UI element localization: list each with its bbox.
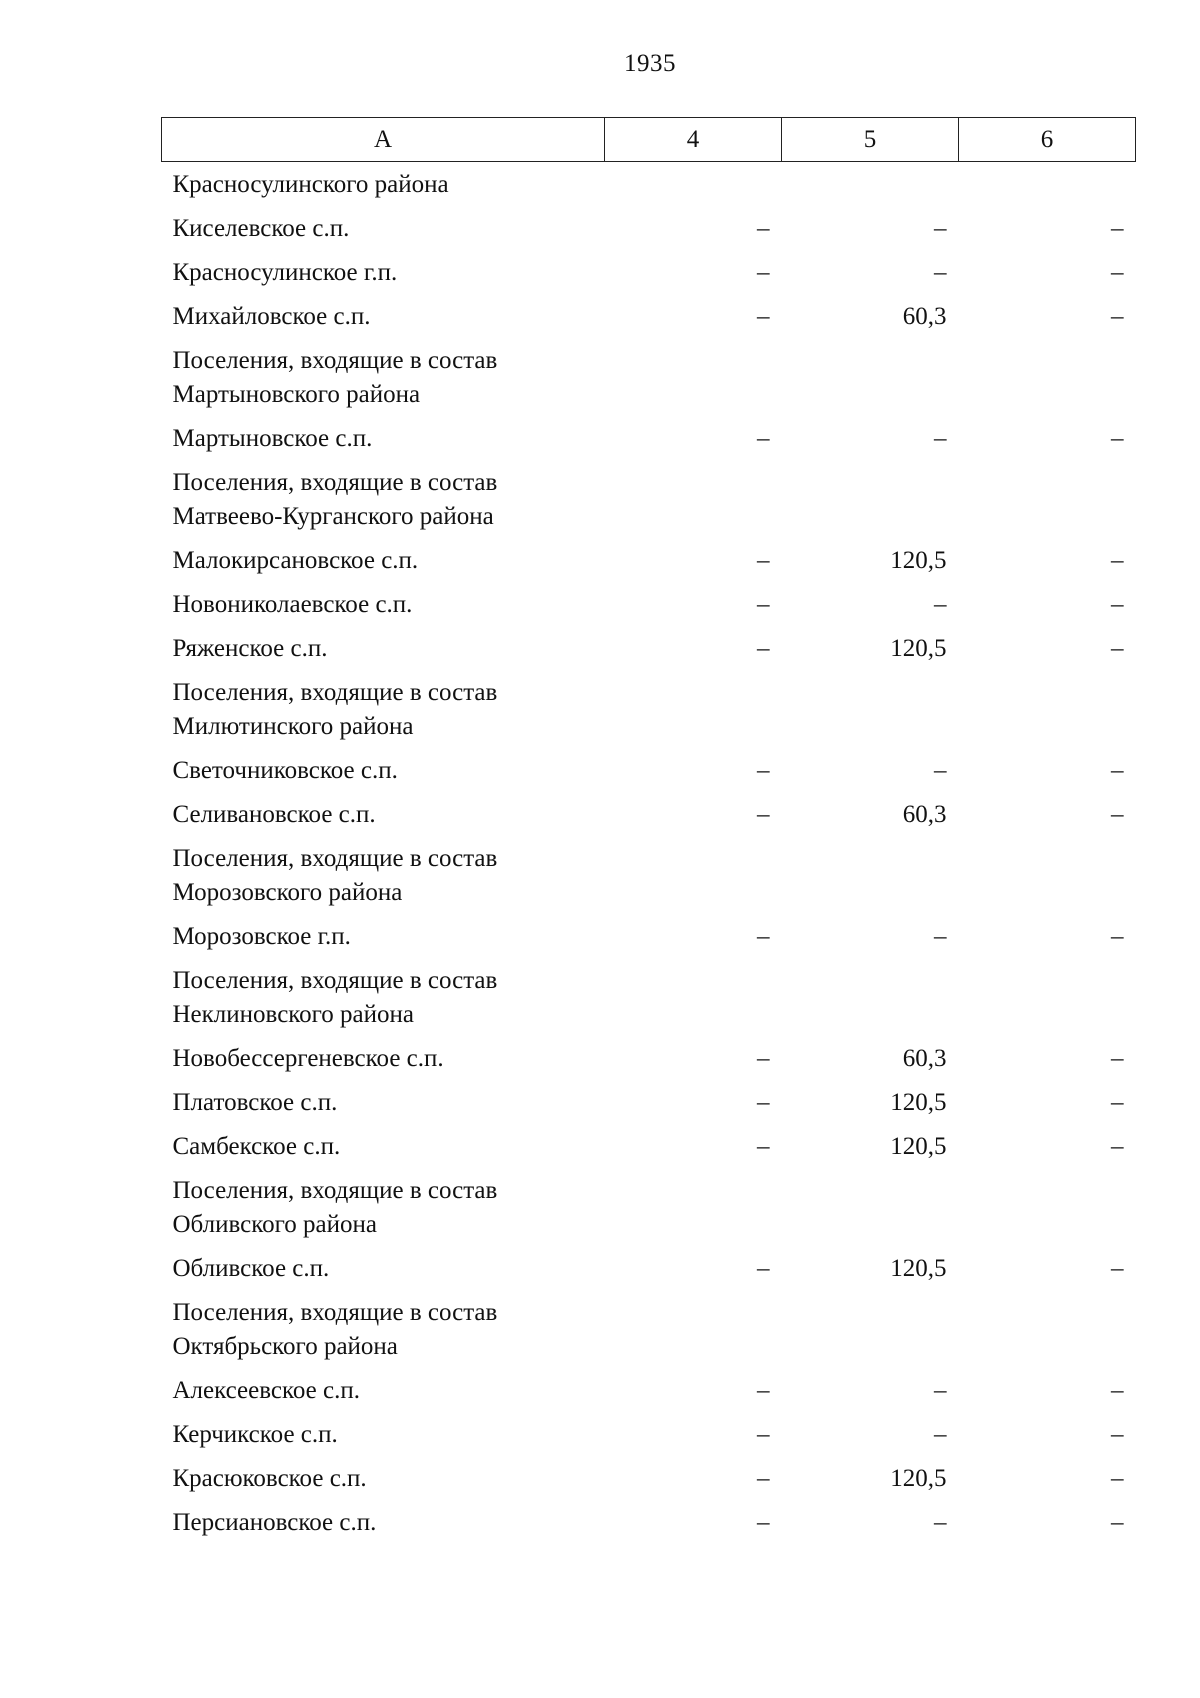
data-table bbox=[161, 117, 1136, 1544]
table-row bbox=[162, 1036, 1136, 1080]
value-cell-6: – bbox=[1111, 801, 1124, 828]
value-cell-4: – bbox=[757, 591, 770, 618]
value-cell-5: – bbox=[934, 1377, 947, 1404]
table-row bbox=[162, 538, 1136, 582]
value-cell-6: – bbox=[1111, 425, 1124, 452]
settlement-name: Ряженское с.п. bbox=[172, 635, 328, 662]
table-row bbox=[162, 582, 1136, 626]
table-row bbox=[162, 416, 1136, 460]
value-cell-6: – bbox=[1111, 1045, 1124, 1072]
table-row bbox=[162, 1124, 1136, 1168]
settlement-name: Алексеевское с.п. bbox=[172, 1377, 360, 1404]
column-header-4: 4 bbox=[605, 118, 782, 162]
group-header-row bbox=[162, 958, 1136, 1036]
group-header-label: Поселения, входящие в состав Неклиновского района bbox=[172, 967, 498, 1028]
data-table-container bbox=[161, 117, 1135, 1544]
settlement-name: Платовское с.п. bbox=[172, 1089, 338, 1116]
value-cell-6: – bbox=[1111, 1089, 1124, 1116]
settlement-name: Обливское с.п. bbox=[172, 1255, 330, 1282]
group-header-label: Поселения, входящие в состав Матвеево-Курганского района bbox=[172, 469, 498, 530]
table-row bbox=[162, 1500, 1136, 1544]
value-cell-6: – bbox=[1111, 1421, 1124, 1448]
value-cell-6: – bbox=[1111, 591, 1124, 618]
value-cell-5: 120,5 bbox=[890, 1255, 947, 1282]
value-cell-5: 120,5 bbox=[890, 1133, 947, 1160]
group-header-label: Поселения, входящие в состав Октябрьского района bbox=[172, 1299, 498, 1360]
value-cell-6: – bbox=[1111, 303, 1124, 330]
value-cell-5: 120,5 bbox=[890, 1465, 947, 1492]
group-header-label: Поселения, входящие в состав Милютинского района bbox=[172, 679, 498, 740]
page-number: 1935 bbox=[624, 50, 676, 77]
value-cell-4: – bbox=[757, 1509, 770, 1536]
group-header-label: Красносулинского района bbox=[172, 171, 449, 198]
value-cell-4: – bbox=[757, 757, 770, 784]
value-cell-4: – bbox=[757, 801, 770, 828]
value-cell-5: – bbox=[934, 923, 947, 950]
settlement-name: Самбекское с.п. bbox=[172, 1133, 341, 1160]
table-row bbox=[162, 1368, 1136, 1412]
value-cell-4: – bbox=[757, 635, 770, 662]
value-cell-6: – bbox=[1111, 1509, 1124, 1536]
value-cell-4: – bbox=[757, 303, 770, 330]
group-header-label: Поселения, входящие в состав Обливского района bbox=[172, 1177, 498, 1238]
group-header-row bbox=[162, 1168, 1136, 1246]
value-cell-4: – bbox=[757, 425, 770, 452]
value-cell-6: – bbox=[1111, 259, 1124, 286]
value-cell-6: – bbox=[1111, 215, 1124, 242]
value-cell-6: – bbox=[1111, 547, 1124, 574]
table-header-row bbox=[162, 118, 1136, 162]
value-cell-5: – bbox=[934, 215, 947, 242]
settlement-name: Мартыновское с.п. bbox=[172, 425, 373, 452]
settlement-name: Селивановское с.п. bbox=[172, 801, 376, 828]
group-header-row bbox=[162, 338, 1136, 416]
value-cell-5: – bbox=[934, 425, 947, 452]
value-cell-6: – bbox=[1111, 1377, 1124, 1404]
table-row bbox=[162, 1412, 1136, 1456]
value-cell-4: – bbox=[757, 1045, 770, 1072]
value-cell-6: – bbox=[1111, 1465, 1124, 1492]
settlement-name: Светочниковское с.п. bbox=[172, 757, 398, 784]
group-header-row bbox=[162, 162, 1136, 207]
column-header-5: 5 bbox=[782, 118, 959, 162]
table-row bbox=[162, 250, 1136, 294]
table-row bbox=[162, 748, 1136, 792]
column-header-a: А bbox=[162, 118, 605, 162]
value-cell-4: – bbox=[757, 259, 770, 286]
value-cell-4: – bbox=[757, 1421, 770, 1448]
settlement-name: Новобессергеневское с.п. bbox=[172, 1045, 444, 1072]
table-row bbox=[162, 1080, 1136, 1124]
value-cell-5: – bbox=[934, 757, 947, 784]
settlement-name: Новониколаевское с.п. bbox=[172, 591, 413, 618]
value-cell-5: 120,5 bbox=[890, 547, 947, 574]
table-body bbox=[162, 162, 1136, 1545]
value-cell-4: – bbox=[757, 215, 770, 242]
value-cell-6: – bbox=[1111, 635, 1124, 662]
table-row bbox=[162, 294, 1136, 338]
table-row bbox=[162, 914, 1136, 958]
value-cell-5: – bbox=[934, 1421, 947, 1448]
settlement-name: Красносулинское г.п. bbox=[172, 259, 398, 286]
settlement-name: Керчикское с.п. bbox=[172, 1421, 338, 1448]
settlement-name: Персиановское с.п. bbox=[172, 1509, 377, 1536]
value-cell-6: – bbox=[1111, 1255, 1124, 1282]
group-header-row bbox=[162, 670, 1136, 748]
group-header-row bbox=[162, 460, 1136, 538]
value-cell-4: – bbox=[757, 1377, 770, 1404]
value-cell-5: – bbox=[934, 1509, 947, 1536]
value-cell-4: – bbox=[757, 1465, 770, 1492]
table-row bbox=[162, 792, 1136, 836]
table-row bbox=[162, 1456, 1136, 1500]
group-header-row bbox=[162, 836, 1136, 914]
value-cell-4: – bbox=[757, 923, 770, 950]
value-cell-5: 120,5 bbox=[890, 635, 947, 662]
settlement-name: Киселевское с.п. bbox=[172, 215, 350, 242]
value-cell-4: – bbox=[757, 1255, 770, 1282]
group-header-label: Поселения, входящие в состав Мартыновского района bbox=[172, 347, 498, 408]
value-cell-4: – bbox=[757, 1089, 770, 1116]
group-header-label: Поселения, входящие в состав Морозовского района bbox=[172, 845, 498, 906]
table-row bbox=[162, 1246, 1136, 1290]
value-cell-4: – bbox=[757, 547, 770, 574]
value-cell-5: – bbox=[934, 259, 947, 286]
value-cell-6: – bbox=[1111, 1133, 1124, 1160]
column-header-6: 6 bbox=[959, 118, 1136, 162]
settlement-name: Красюковское с.п. bbox=[172, 1465, 367, 1492]
value-cell-5: – bbox=[934, 591, 947, 618]
value-cell-4: – bbox=[757, 1133, 770, 1160]
table-row bbox=[162, 206, 1136, 250]
table-row bbox=[162, 626, 1136, 670]
settlement-name: Малокирсановское с.п. bbox=[172, 547, 419, 574]
settlement-name: Морозовское г.п. bbox=[172, 923, 351, 950]
settlement-name: Михайловское с.п. bbox=[172, 303, 371, 330]
group-header-row bbox=[162, 1290, 1136, 1368]
value-cell-6: – bbox=[1111, 923, 1124, 950]
value-cell-6: – bbox=[1111, 757, 1124, 784]
value-cell-5: 120,5 bbox=[890, 1089, 947, 1116]
value-cell-5: 60,3 bbox=[902, 1045, 947, 1072]
value-cell-5: 60,3 bbox=[902, 801, 947, 828]
value-cell-5: 60,3 bbox=[902, 303, 947, 330]
